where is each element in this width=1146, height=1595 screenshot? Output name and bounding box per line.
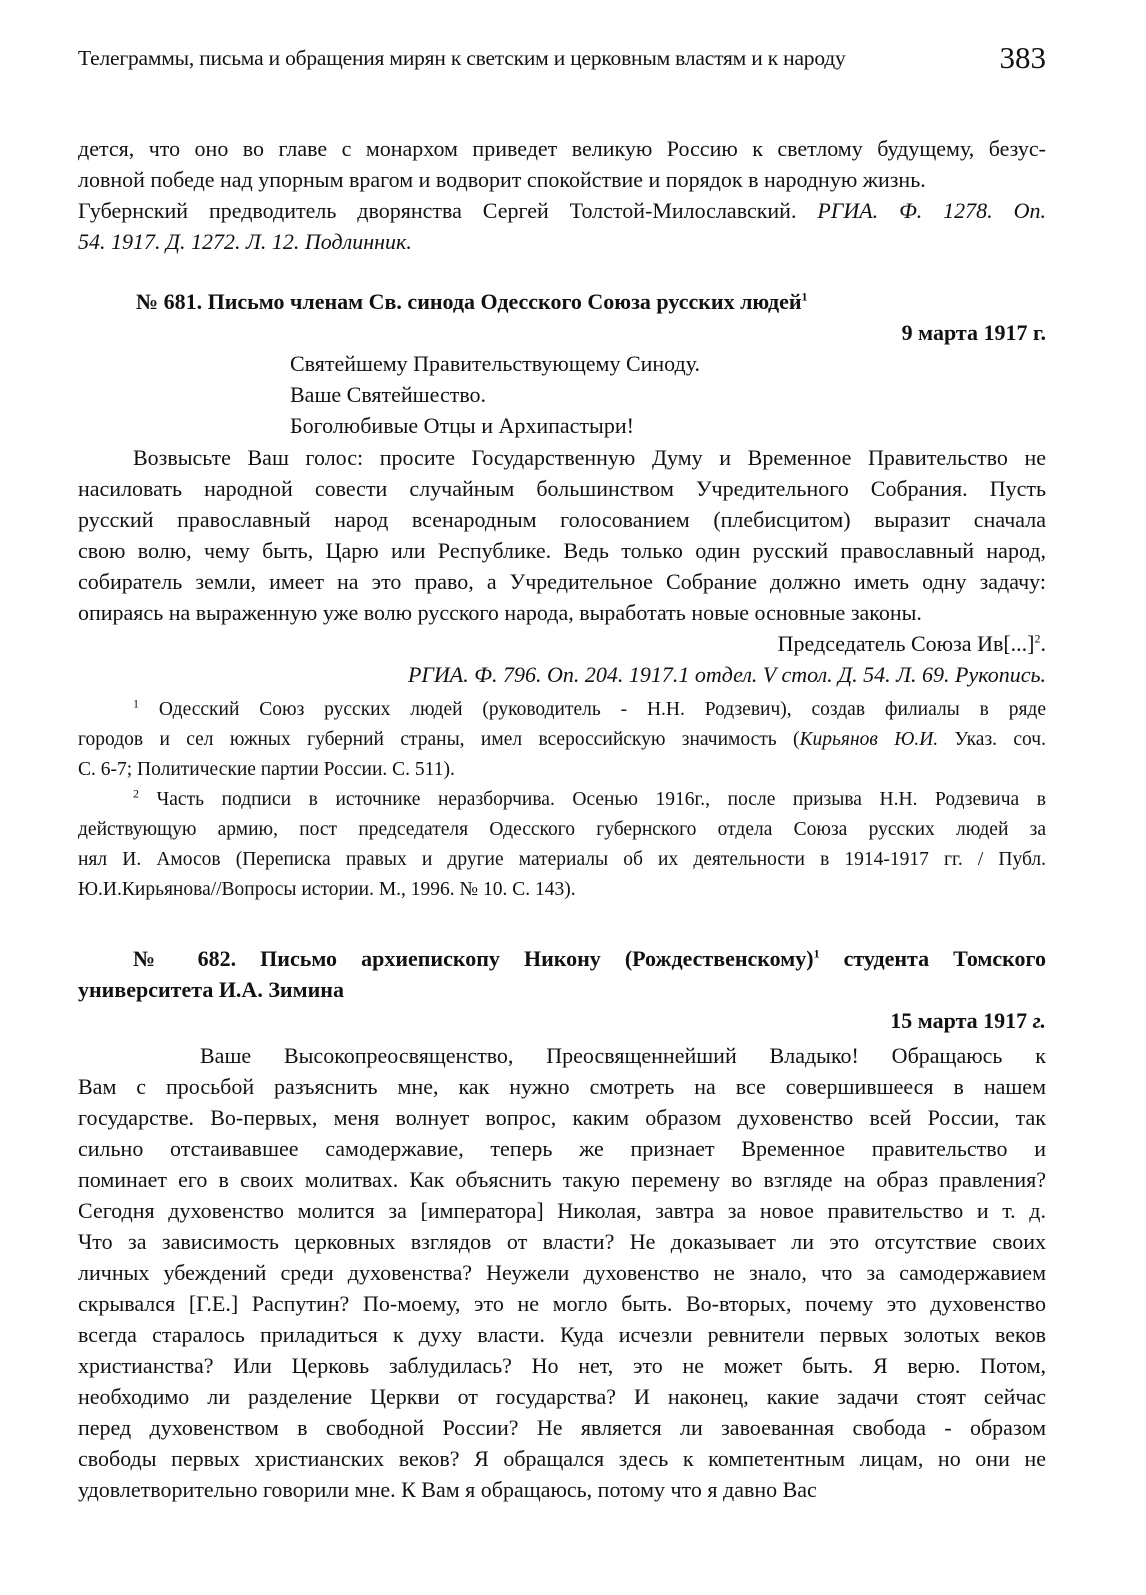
doc682-body xyxy=(78,1040,1046,1505)
intro-line: ловной победе над упорным врагом и водворит спокойствие и порядок в народную жизнь. xyxy=(78,167,926,192)
footnote-1-text: Указ. соч. xyxy=(938,729,1046,750)
body-line: христианства? Или Церковь заблудилась? Но нет, это не может быть. Я верю. Потом, xyxy=(78,1353,1046,1378)
body-line: всегда старалось приладиться к духу власти. Куда исчезли ревнители первых золотых веков xyxy=(78,1322,1046,1347)
footnote-1-author: Кирьянов Ю.И. xyxy=(799,729,939,750)
body-line: перед духовенством в свободной России? Не является ли завоеванная свобода - образом xyxy=(78,1415,1046,1440)
doc682-date-suffix: г. xyxy=(1027,1008,1046,1033)
address-line: Святейшему Правительствующему Синоду. xyxy=(290,351,701,376)
intro-line: дется, что оно во главе с монархом приведет великую Россию к светлому будущему, безус- xyxy=(78,136,1046,161)
footnote-2-line xyxy=(78,785,1046,815)
doc681-footnotes xyxy=(78,695,1046,905)
doc682-title-line2: университета И.А. Зимина xyxy=(78,977,344,1002)
signature-footnote-mark: 2 xyxy=(1034,631,1041,646)
doc682-date xyxy=(78,1005,1046,1036)
body-line: необходимо ли разделение Церкви от государства? И наконец, какие задачи стоят сейчас xyxy=(78,1384,1046,1409)
page-number: 383 xyxy=(999,40,1046,75)
body-line: свою волю, чему быть, Царю или Республике. Ведь только один русский православный народ, xyxy=(78,538,1046,563)
body-line: русский православный народ всенародным голосованием (плебисцитом) выразит сначала xyxy=(78,507,1046,532)
doc682-title-footnote-mark: 1 xyxy=(813,946,820,961)
doc681-date: 9 марта 1917 г. xyxy=(901,320,1046,345)
header-title: Телеграммы, письма и обращения мирян к светским и церковным властям и к народу xyxy=(78,46,846,70)
doc682-title-text: студента Томского xyxy=(819,946,1046,971)
footnote-1-text: Одесский Союз русских людей (руководитель - Н.Н. Родзевич), создав филиалы в ряде xyxy=(158,699,1046,720)
footnote-1-line xyxy=(78,695,1046,725)
body-line: Сегодня духовенство молится за [императора] Николая, завтра за новое правительство и т. д. xyxy=(78,1198,1046,1223)
doc681-address xyxy=(290,348,990,441)
intro-source-line: 54. 1917. Д. 1272. Л. 12. Подлинник. xyxy=(78,229,412,254)
body-line: поминает его в своих молитвах. Как объяснить такую перемену во взгляде на образ правления? xyxy=(78,1167,1046,1192)
signature-text: Председатель Союза Ив[...] xyxy=(777,631,1035,656)
doc681-title-text: № 681. Письмо членам Св. синода Одесского Союза русских людей xyxy=(136,289,802,314)
body-line: скрывался [Г.Е.] Распутин? По-моему, это не могло быть. Во-вторых, почему это духовенство xyxy=(78,1291,1046,1316)
doc681-title-footnote-mark: 1 xyxy=(801,289,808,304)
body-line: Что за зависимость церковных взглядов от власти? Не доказывает ли это отсутствие своих xyxy=(78,1229,1046,1254)
body-line: Вам с просьбой разъяснить мне, как нужно смотреть на все совершившееся в нашем xyxy=(78,1074,1046,1099)
body-line: государстве. Во-первых, меня волнует вопрос, каким образом духовенство всей России, так xyxy=(78,1105,1046,1130)
doc681-title xyxy=(78,286,1046,317)
footnote-2-mark: 2 xyxy=(133,786,139,801)
body-line: насиловать народной совести случайным большинством Учредительного Собрания. Пусть xyxy=(78,476,1046,501)
doc682-title-text: № 682. Письмо архиепископу Никону (Рождественскому) xyxy=(133,946,814,971)
footnote-2-line: нял И. Амосов (Переписка правых и другие материалы об их деятельности в 1914-1917 гг. / Публ. xyxy=(78,849,1046,870)
body-line: свободы первых христианских веков? Я обращался здесь к компетентным лицам, но они не xyxy=(78,1446,1046,1471)
footnote-1-line: С. 6-7; Политические партии России. С. 511). xyxy=(78,759,455,780)
address-line: Боголюбивые Отцы и Архипастыри! xyxy=(290,413,634,438)
doc682-heading xyxy=(78,943,1046,1036)
footnote-1-line xyxy=(78,725,1046,755)
intro-signature-line xyxy=(78,195,1046,226)
doc682-title xyxy=(78,943,1046,974)
body-line: Ваше Высокопреосвященство, Преосвященнейший Владыко! Обращаюсь к xyxy=(200,1043,1046,1068)
intro-source: РГИА. Ф. 1278. Оп. xyxy=(817,198,1046,223)
doc681-source: РГИА. Ф. 796. Оп. 204. 1917.1 отдел. V стол. Д. 54. Л. 69. Рукопись. xyxy=(407,662,1046,687)
footnote-2-line: Ю.И.Кирьянова//Вопросы истории. М., 1996. № 10. С. 143). xyxy=(78,879,576,900)
footnote-1-mark: 1 xyxy=(133,696,139,711)
footnote-1-text: городов и сел южных губерний страны, имел всероссийскую значимость ( xyxy=(78,729,800,750)
footnote-2-line: действующую армию, пост председателя Одесского губернского отдела Союза русских людей за xyxy=(78,819,1046,840)
signature-end: . xyxy=(1040,631,1046,656)
doc682-date-text: 15 марта 1917 xyxy=(890,1008,1028,1033)
body-line: удовлетворительно говорили мне. К Вам я обращаюсь, потому что я давно Вас xyxy=(78,1477,817,1502)
body-line: собиратель земли, имеет на это право, а Учредительное Собрание должно иметь одну задачу: xyxy=(78,569,1046,594)
body-line: сильно отстаивавшее самодержавие, теперь же признает Временное правительство и xyxy=(78,1136,1046,1161)
intro-signature: Губернский предводитель дворянства Сергей Толстой-Милославский. xyxy=(78,198,797,223)
doc681-body xyxy=(78,442,1046,690)
body-line: опираясь на выраженную уже волю русского народа, выработать новые основные законы. xyxy=(78,600,922,625)
body-line: Возвысьте Ваш голос: просите Государственную Думу и Временное Правительство не xyxy=(133,445,1046,470)
doc681-heading xyxy=(78,286,1046,348)
doc681-signature xyxy=(78,628,1046,659)
intro-paragraph xyxy=(78,133,1046,257)
address-line: Ваше Святейшество. xyxy=(290,382,487,407)
footnote-2-text: Часть подписи в источнике неразборчива. Осенью 1916г., после призыва Н.Н. Родзевича в xyxy=(156,789,1046,810)
running-header xyxy=(78,42,1046,82)
body-line: личных убеждений среди духовенства? Неужели духовенство не знало, что за самодержавием xyxy=(78,1260,1046,1285)
